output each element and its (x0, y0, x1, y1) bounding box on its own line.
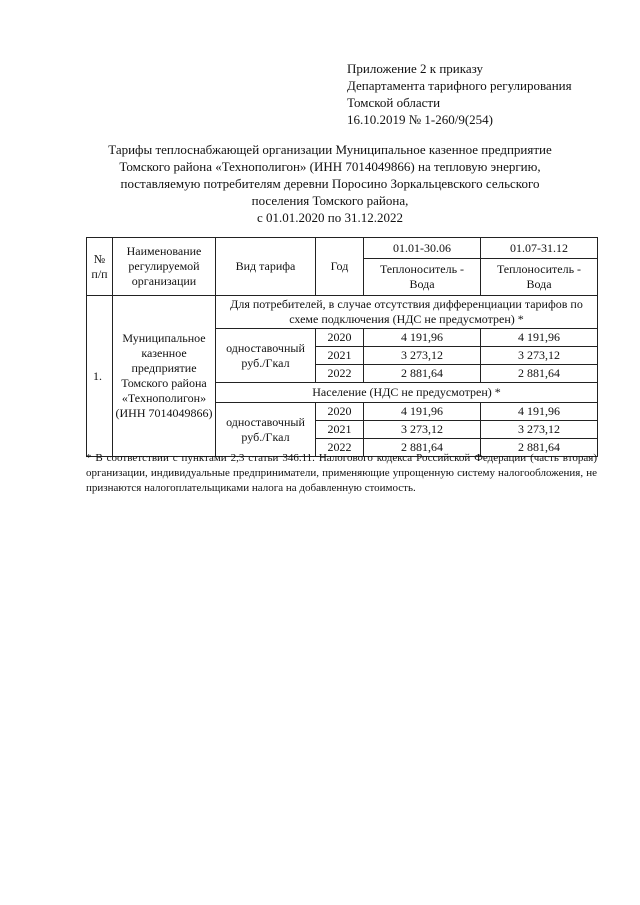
appendix-line: Приложение 2 к приказу (347, 61, 484, 76)
value-cell: 4 191,96 (364, 329, 481, 347)
title-line: Тарифы теплоснабжающей организации Муниципальное казенное предприятие (108, 142, 552, 157)
appendix-line: Томской области (347, 95, 441, 110)
row-number: 1. (87, 296, 113, 457)
value-cell: 2 881,64 (481, 365, 598, 383)
tariff-type-cell: одноставочный руб./Гкал (216, 403, 316, 457)
header-period-2: 01.07-31.12 (481, 238, 598, 259)
section-title-row (87, 296, 598, 329)
value-cell: 3 273,12 (481, 421, 598, 439)
title-line: поселения Томского района, (251, 193, 409, 208)
value-cell: 2 881,64 (364, 365, 481, 383)
value-cell: 4 191,96 (364, 403, 481, 421)
footnote: * В соответствии с пунктами 2,3 статьи 346.11. Налогового кодекса Российской Федерации (часть вторая) организации, индивидуальные предприниматели, применяющие упрощенную систему налогообложения, не признаются налогоплательщиками налога на добавленную стоимость. (86, 452, 597, 494)
section-title: Население (НДС не предусмотрен) * (216, 383, 598, 403)
title-line: Томского района «Технополигон» (ИНН 7014049866) на тепловую энергию, (119, 159, 541, 174)
year-cell: 2021 (316, 347, 364, 365)
header-carrier-2: Теплоноситель - Вода (481, 259, 598, 296)
appendix-order-number: 16.10.2019 № 1-260/9(254) (347, 112, 494, 127)
header-org: Наименование регулируемой организации (113, 238, 216, 296)
value-cell: 4 191,96 (481, 329, 598, 347)
value-cell: 3 273,12 (364, 421, 481, 439)
value-cell: 3 273,12 (481, 347, 598, 365)
value-cell: 2 881,64 (481, 439, 598, 457)
header-carrier-1: Теплоноситель - Вода (364, 259, 481, 296)
title-period: с 01.01.2020 по 31.12.2022 (257, 210, 403, 225)
organization-name: Муниципальное казенное предприятие Томского района «Технополигон» (ИНН 7014049866) (113, 296, 216, 457)
year-cell: 2020 (316, 403, 364, 421)
section-title: Для потребителей, в случае отсутствия дифференциации тарифов по схеме подключения (НДС не предусмотрен) * (216, 296, 598, 329)
value-cell: 3 273,12 (364, 347, 481, 365)
appendix-header (347, 60, 617, 128)
value-cell: 2 881,64 (364, 439, 481, 457)
header-tariff-type: Вид тарифа (216, 238, 316, 296)
header-num: № п/п (87, 238, 113, 296)
title-line: поставляемую потребителям деревни Поросино Зоркальцевского сельского (120, 176, 540, 191)
year-cell: 2021 (316, 421, 364, 439)
header-period-1: 01.01-30.06 (364, 238, 481, 259)
tariff-type-cell: одноставочный руб./Гкал (216, 329, 316, 383)
value-cell: 4 191,96 (481, 403, 598, 421)
year-cell: 2022 (316, 439, 364, 457)
year-cell: 2020 (316, 329, 364, 347)
tariff-table (86, 237, 598, 457)
header-year: Год (316, 238, 364, 296)
document-title (60, 141, 600, 226)
table-header-row (87, 238, 598, 259)
year-cell: 2022 (316, 365, 364, 383)
appendix-line: Департамента тарифного регулирования (347, 78, 572, 93)
